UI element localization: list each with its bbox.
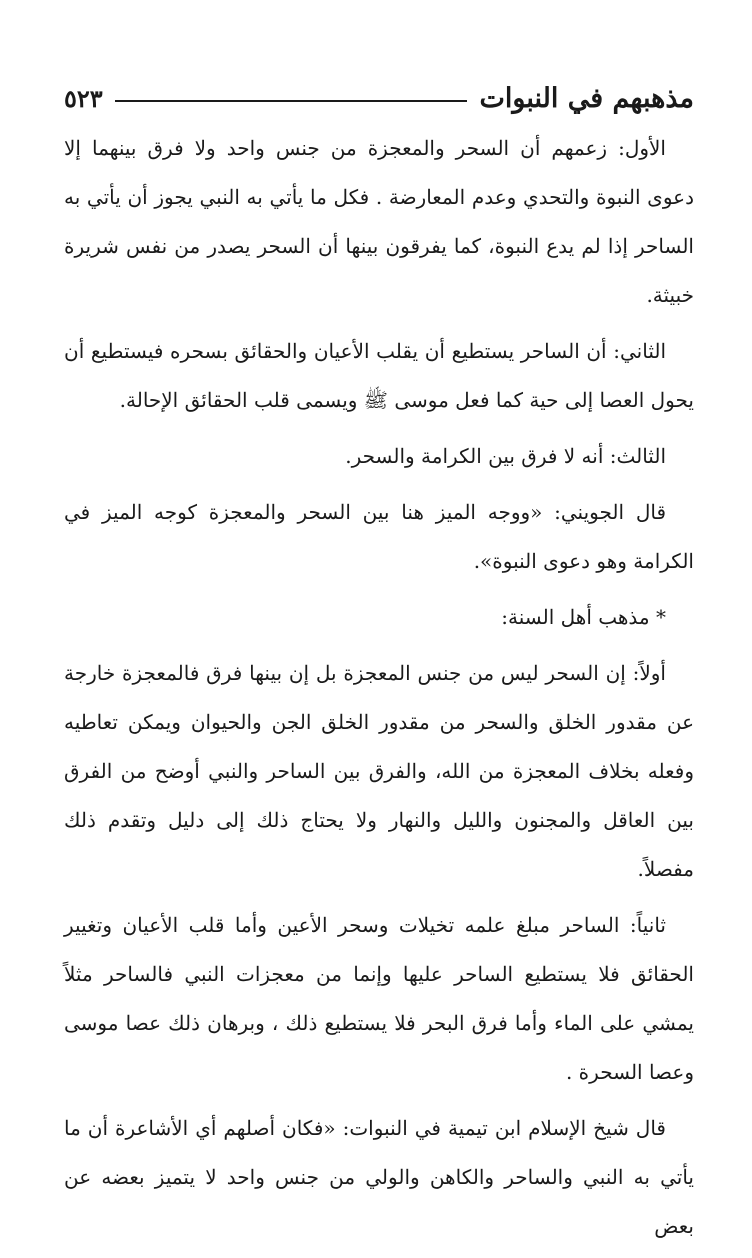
section-heading-sunnah: * مذهب أهل السنة: — [501, 605, 666, 629]
paragraph-first-claim: الأول: زعمهم أن السحر والمعجزة من جنس واحد ولا فرق بينهما إلا دعوى النبوة والتحدي وعدم المعارضة . فكل ما يأتي به النبي يجوز أن يأتي به الساحر إذا لم يدع النبوة، كما يفرقون بينها أن السحر يصدر من نفس شريرة خبيثة. — [64, 136, 694, 307]
paragraph-second-claim: الثاني: أن الساحر يستطيع أن يقلب الأعيان والحقائق بسحره فيستطيع أن يحول العصا إلى حية كما فعل موسى ﷺ ويسمى قلب الحقائق الإحالة. — [64, 339, 694, 412]
page-number: ٥٢٣ — [64, 83, 103, 113]
page-header — [64, 76, 694, 120]
header-rule — [115, 100, 468, 102]
paragraph-ibn-taymiyyah-quote: قال شيخ الإسلام ابن تيمية في النبوات: «فكان أصلهم أي الأشاعرة أن ما يأتي به النبي والساحر والكاهن والولي من جنس واحد لا يتميز بعضه عن بعض — [64, 1116, 694, 1238]
page-body — [64, 124, 694, 1258]
chapter-title: مذهبهم في النبوات — [479, 82, 694, 114]
paragraph-third-claim: الثالث: أنه لا فرق بين الكرامة والسحر. — [345, 444, 666, 468]
paragraph-first-response: أولاً: إن السحر ليس من جنس المعجزة بل إن بينها فرق فالمعجزة خارجة عن مقدور الخلق والسحر من مقدور الخلق الجن والحيوان ويمكن تعاطيه وفعله بخلاف المعجزة من الله، والفرق بين الساحر والنبي أوضح من الفرق بين العاقل والمجنون والليل والنهار ولا يحتاج ذلك إلى دليل وتقدم ذلك مفصلاً. — [64, 661, 694, 881]
paragraph-second-response: ثانياً: الساحر مبلغ علمه تخيلات وسحر الأعين وأما قلب الأعيان وتغيير الحقائق فلا يستطيع الساحر عليها وإنما من معجزات النبي فالساحر مثلاً يمشي على الماء وأما فرق البحر فلا يستطيع ذلك ، وبرهان ذلك عصا موسى وعصا السحرة . — [64, 913, 694, 1084]
paragraph-juwayni-quote: قال الجويني: «ووجه الميز هنا بين السحر والمعجزة كوجه الميز في الكرامة وهو دعوى النبوة». — [64, 500, 694, 573]
